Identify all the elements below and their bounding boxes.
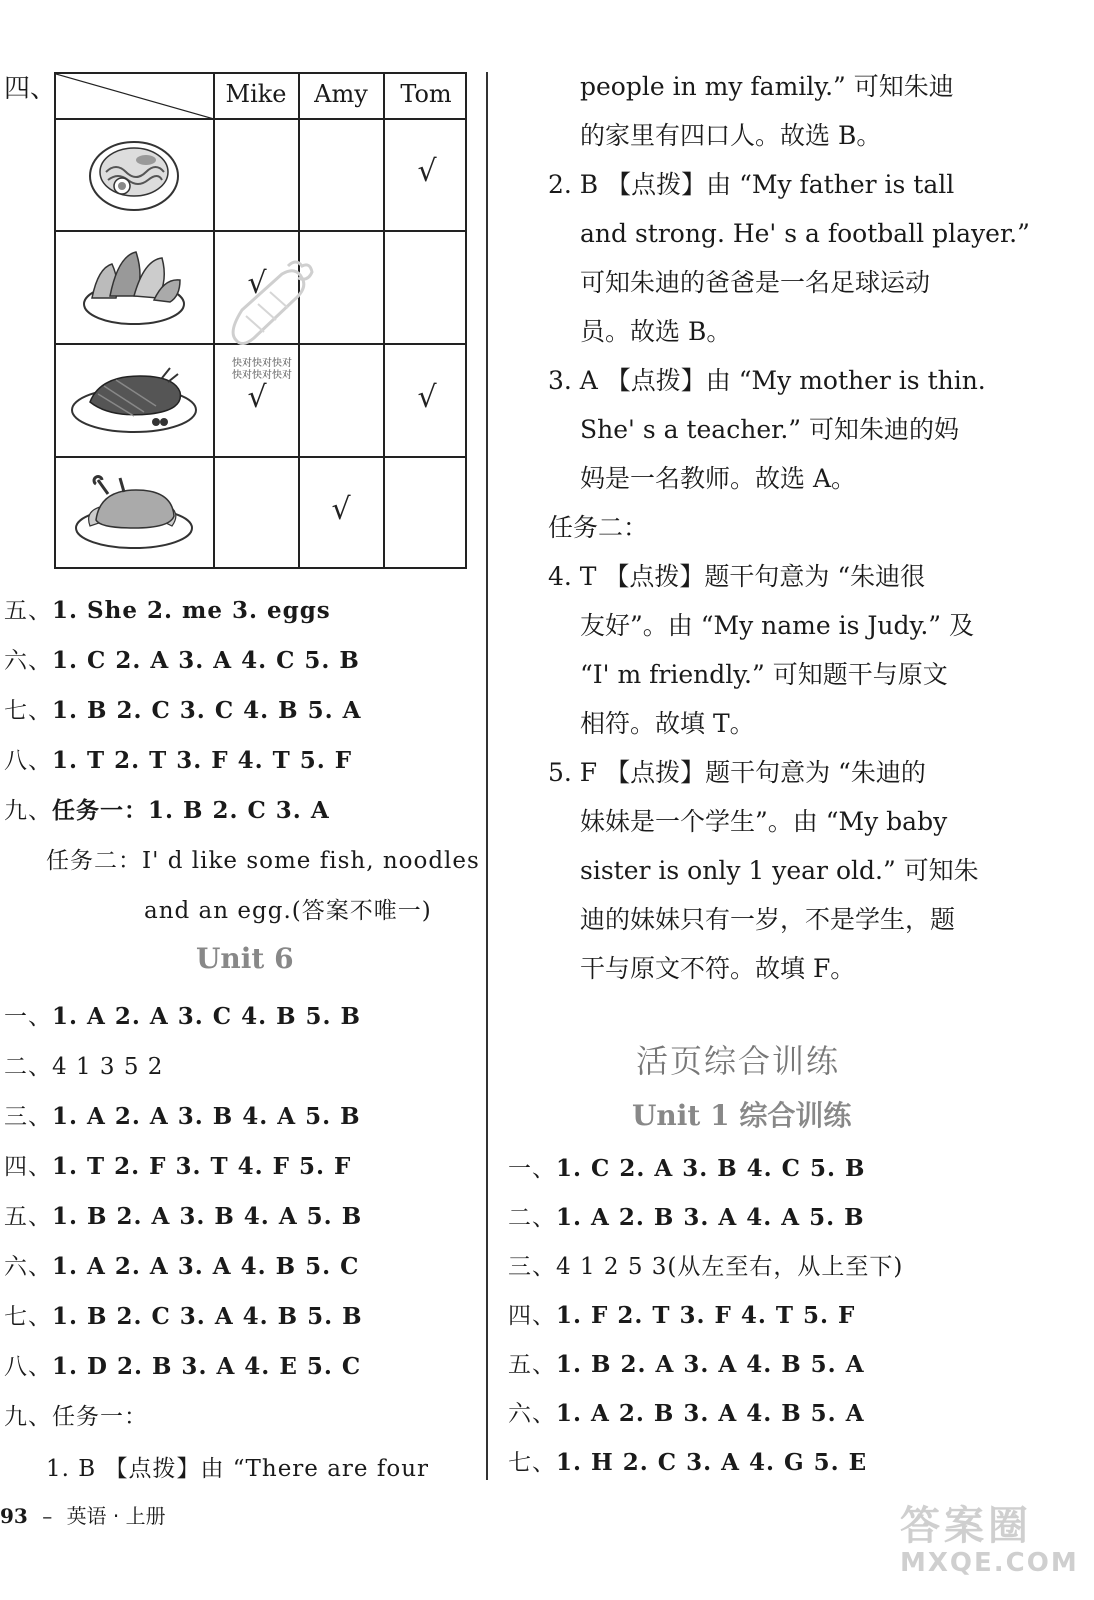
explanation-line: 迪的妹妹只有一岁，不是学生，题 bbox=[580, 905, 956, 934]
unit6-title: Unit 6 bbox=[196, 942, 294, 975]
unit6-row-8: 八、1. D 2. B 3. A 4. E 5. C bbox=[4, 1353, 362, 1380]
scribble-note: 快对快对快对 快对快对快对 bbox=[232, 358, 292, 381]
unit1-title: Unit 1 综合训练 bbox=[632, 1099, 852, 1132]
answer-row-9: 九、任务一：1. B 2. C 3. A bbox=[4, 797, 330, 824]
explanation-line: 可知朱迪的爸爸是一名足球运动 bbox=[580, 268, 931, 297]
explanation-line: 任务二： bbox=[548, 513, 649, 542]
explanation-line: sister is only 1 year old.” 可知朱 bbox=[580, 856, 979, 885]
watermark-logo: 答案圈 bbox=[900, 1503, 1032, 1549]
roast-chicken-icon bbox=[72, 470, 196, 552]
unit6-row-2: 二、4 1 3 5 2 bbox=[4, 1054, 164, 1080]
explanation-line: 5. F 【点拨】题干句意为 “朱迪的 bbox=[548, 758, 926, 787]
explanation-line: 2. B 【点拨】由 “My father is tall bbox=[548, 170, 955, 199]
explanation-line: and strong. He' s a football player.” bbox=[580, 219, 1030, 248]
unit1-row-1: 一、1. C 2. A 3. B 4. C 5. B bbox=[508, 1155, 866, 1182]
header-diagonal bbox=[56, 74, 214, 119]
explanation-line: 干与原文不符。故填 F。 bbox=[580, 954, 856, 983]
column-header-tom: Tom bbox=[400, 80, 452, 108]
unit6-row-1: 一、1. A 2. A 3. C 4. B 5. B bbox=[4, 1003, 361, 1030]
page-number: 93 bbox=[0, 1504, 28, 1528]
section-title: 活页综合训练 bbox=[636, 1042, 841, 1080]
explanation-line: 妹妹是一个学生”。由 “My baby bbox=[580, 807, 948, 836]
vegetables-icon bbox=[80, 248, 188, 328]
unit1-row-7: 七、1. H 2. C 3. A 4. G 5. E bbox=[508, 1449, 868, 1476]
explanation-line: people in my family.” 可知朱迪 bbox=[580, 72, 954, 101]
check-mark: √ bbox=[417, 154, 437, 189]
explanation-line: 妈是一名教师。故选 A。 bbox=[580, 464, 857, 493]
noodle-soup-icon bbox=[86, 136, 182, 214]
food-preference-table bbox=[54, 72, 467, 569]
explanation-line: 4. T 【点拨】题干句意为 “朱迪很 bbox=[548, 562, 926, 591]
column-header-mike: Mike bbox=[225, 80, 287, 108]
book-name: 英语 · 上册 bbox=[66, 1504, 166, 1528]
explanation-line: “I' m friendly.” 可知题干与原文 bbox=[580, 660, 948, 689]
explanation-line: 3. A 【点拨】由 “My mother is thin. bbox=[548, 366, 986, 395]
check-mark: √ bbox=[417, 380, 437, 415]
unit1-row-5: 五、1. B 2. A 3. A 4. B 5. A bbox=[508, 1351, 865, 1378]
unit1-row-2: 二、1. A 2. B 3. A 4. A 5. B bbox=[508, 1204, 865, 1231]
unit6-row-4: 四、1. T 2. F 3. T 4. F 5. F bbox=[4, 1153, 352, 1180]
unit1-row-4: 四、1. F 2. T 3. F 4. T 5. F bbox=[508, 1302, 856, 1329]
explanation-line: 相符。故填 T。 bbox=[580, 709, 755, 738]
task2-line1: 任务二：I' d like some fish, noodles bbox=[46, 848, 480, 874]
check-mark: √ bbox=[247, 266, 267, 301]
watermark-url: MXQE.COM bbox=[900, 1548, 1079, 1578]
check-mark: √ bbox=[331, 492, 351, 527]
section-label-4: 四、 bbox=[4, 74, 57, 104]
unit6-row-6: 六、1. A 2. A 3. A 4. B 5. C bbox=[4, 1253, 360, 1280]
unit6-row-3: 三、1. A 2. A 3. B 4. A 5. B bbox=[4, 1103, 361, 1130]
unit6-row-5: 五、1. B 2. A 3. B 4. A 5. B bbox=[4, 1203, 363, 1230]
task2-line2: and an egg.(答案不唯一) bbox=[144, 898, 432, 924]
check-mark: √ bbox=[247, 380, 267, 415]
carrot-icon bbox=[226, 256, 316, 352]
explanation-line: 1. B 【点拨】由 “There are four bbox=[46, 1456, 430, 1482]
unit6-row-9: 九、任务一： bbox=[4, 1404, 148, 1430]
unit1-row-3: 三、4 1 2 5 3(从左至右，从上至下) bbox=[508, 1254, 904, 1280]
answer-row-7: 七、1. B 2. C 3. C 4. B 5. A bbox=[4, 697, 362, 724]
unit6-row-7: 七、1. B 2. C 3. A 4. B 5. B bbox=[4, 1303, 363, 1330]
answer-row-6: 六、1. C 2. A 3. A 4. C 5. B bbox=[4, 647, 360, 674]
column-header-amy: Amy bbox=[314, 80, 368, 108]
explanation-line: 友好”。由 “My name is Judy.” 及 bbox=[580, 611, 975, 640]
unit1-row-6: 六、1. A 2. B 3. A 4. B 5. A bbox=[508, 1400, 865, 1427]
column-divider bbox=[486, 72, 488, 1480]
explanation-line: 的家里有四口人。故选 B。 bbox=[580, 121, 882, 150]
answer-row-8: 八、1. T 2. T 3. F 4. T 5. F bbox=[4, 747, 353, 774]
page-footer: 93 – 英语 · 上册 bbox=[0, 1504, 166, 1528]
steak-icon bbox=[68, 364, 200, 436]
explanation-line: She' s a teacher.” 可知朱迪的妈 bbox=[580, 415, 959, 444]
explanation-line: 员。故选 B。 bbox=[580, 317, 732, 346]
answer-row-5: 五、1. She 2. me 3. eggs bbox=[4, 597, 331, 624]
